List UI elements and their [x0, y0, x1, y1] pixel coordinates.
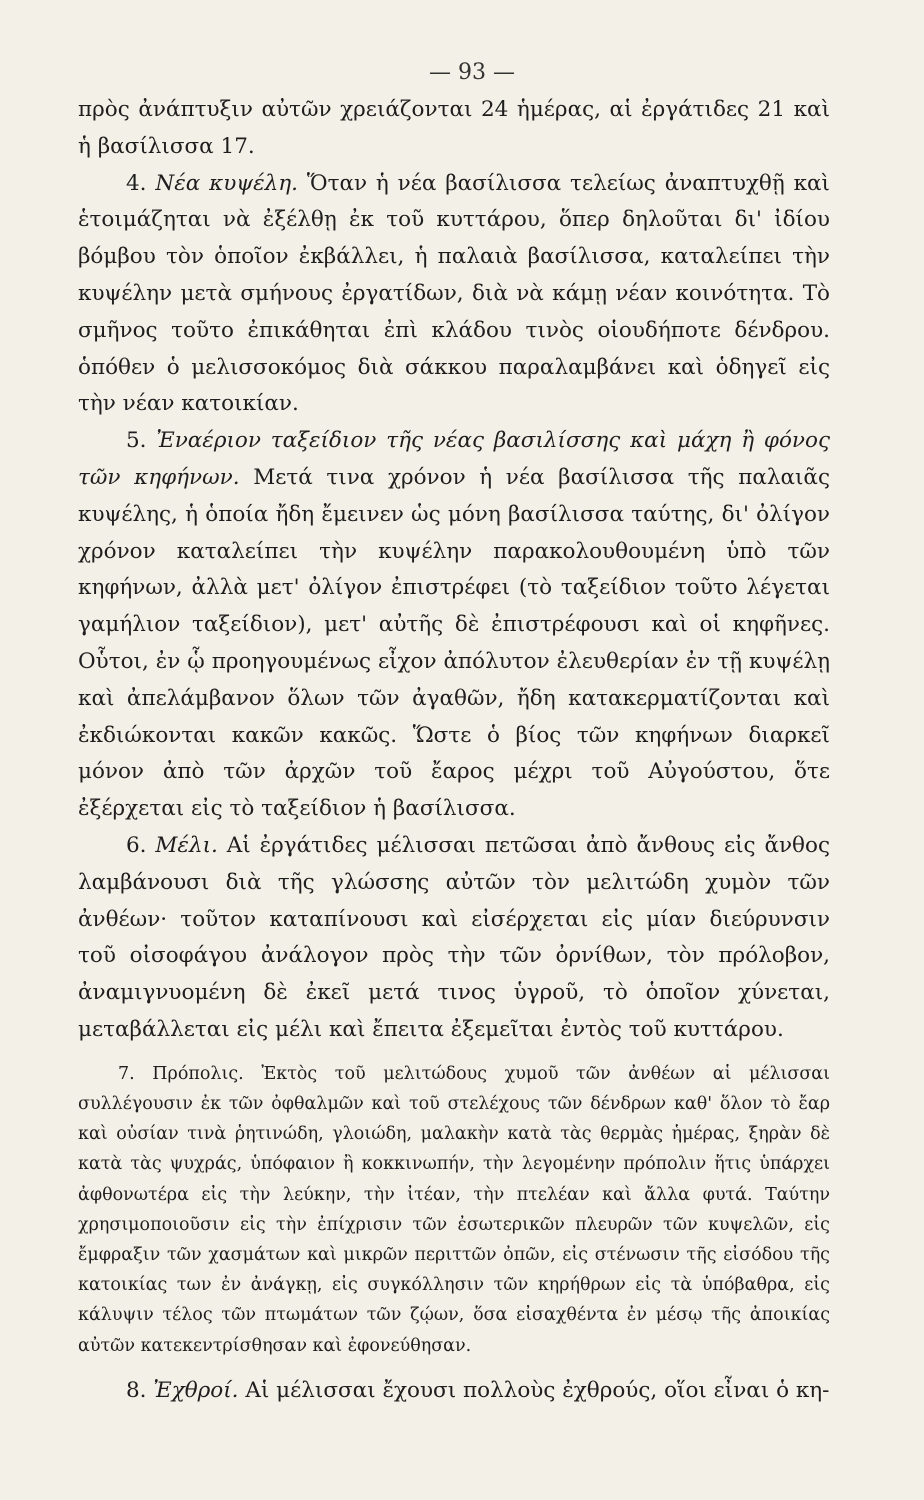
section-text: Αἱ ἐργάτιδες μέλισσαι πετῶσαι ἀπὸ ἄνθους εἰς ἄνθος λαμβάνουσι διὰ τῆς γλώσσης αὐτῶν τὸν μελιτώδη χυμὸν τῶν ἀνθέων· τοῦτον καταπίνουσι καὶ εἰσέρχεται εἰς μίαν διεύρυνσιν τοῦ οἰσοφάγου ἀνάλογον πρὸς τὴν τῶν ὀρνίθων, τὸν πρόλοβον, ἀναμιγνυομένη δὲ ἐκεῖ μετά τινος ὑγροῦ, τὸ ὁποῖον χύνεται, μεταβάλλεται εἰς μέλι καὶ ἔπειτα ἐξεμεῖται ἐντὸς τοῦ κυττάρου.: [78, 832, 830, 1042]
section-number: 6.: [126, 832, 147, 858]
small-print-block: [78, 1059, 830, 1361]
section-text: Αἱ μέλισσαι ἔχουσι πολλοὺς ἐχθρούς, οἵοι εἶναι ὁ κη-: [245, 1377, 830, 1403]
section-heading: Νέα κυψέλη.: [155, 170, 298, 196]
section-heading: Ἐναέριον ταξείδιον τῆς νέας βασιλίσσης καὶ μάχη ἢ φόνος τῶν κηφήνων.: [78, 428, 830, 490]
section-text: Ὅταν ἡ νέα βασίλισσα τελείως ἀναπτυχθῇ καὶ ἑτοιμάζηται νὰ ἐξέλθῃ ἐκ τοῦ κυττάρου, ὅπερ δηλοῦται δι' ἰδίου βόμβου τὸν ὁποῖον ἐκβάλλει, ἡ παλαιὰ βασίλισσα, καταλείπει τὴν κυψέλην μετὰ σμήνους ἐργατίδων, διὰ νὰ κάμῃ νέαν κοινότητα. Τὸ σμῆνος τοῦτο ἐπικάθηται ἐπὶ κλάδου τινὸς οἱουδήποτε δένδρου. ὁπόθεν ὁ μελισσοκόμος διὰ σάκκου παραλαμβάνει καὶ ὁδηγεῖ εἰς τὴν νέαν κατοικίαν.: [78, 170, 830, 417]
section-number: 7.: [118, 1063, 135, 1084]
page-number: — 93 —: [429, 60, 515, 85]
section-heading: Πρόπολις.: [152, 1063, 244, 1084]
section-heading: Μέλι.: [155, 832, 218, 858]
section-text: Ἐκτὸς τοῦ μελιτώδους χυμοῦ τῶν ἀνθέων αἱ μέλισσαι συλλέγουσιν ἐκ τῶν ὀφθαλμῶν καὶ τοῦ στελέχους τῶν δένδρων καθ' ὅλον τὸ ἔαρ καὶ οὐσίαν τινὰ ῥητινώδη, γλοιώδη, μαλακὴν κατὰ τὰς θερμὰς ἡμέρας, ξηρὰν δὲ κατὰ τὰς ψυχράς, ὑπόφαιον ἢ κοκκινωπήν, τὴν λεγομένην πρόπολιν ἥτις ὑπάρχει ἀφθονωτέρα εἰς τὴν λεύκην, τὴν ἰτέαν, τὴν πτελέαν καὶ ἄλλα φυτά. Ταύτην χρησιμοποιοῦσιν εἰς τὴν ἐπίχρισιν τῶν ἐσωτερικῶν πλευρῶν τῶν κυψελῶν, εἰς ἔμφραξιν τῶν χασμάτων καὶ μικρῶν περιττῶν ὀπῶν, εἰς στένωσιν τῆς εἰσόδου τῆς κατοικίας των ἐν ἀνάγκῃ, εἰς συγκόλλησιν τῶν κηρήθρων εἰς τὰ ὑπόβαθρα, εἰς κάλυψιν τέλος τῶν πτωμάτων τῶν ζῴων, ὅσα εἰσαχθέντα ἐν μέσῳ τῆς ἀποικίας αὐτῶν κατεκεντρίσθησαν καὶ ἐφονεύθησαν.: [78, 1063, 830, 1356]
opening-paragraph: πρὸς ἀνάπτυξιν αὐτῶν χρειάζονται 24 ἡμέρας, αἱ ἐργάτιδες 21 καὶ ἡ βασίλισσα 17.: [78, 97, 830, 159]
section-number: 4.: [126, 170, 147, 196]
section-text: Μετά τινα χρόνον ἡ νέα βασίλισσα τῆς παλαιᾶς κυψέλης, ἡ ὁποία ἤδη ἔμεινεν ὡς μόνη βασίλισσα ταύτης, δι' ὀλίγον χρόνον καταλείπει τὴν κυψέλην παρακολουθουμένη ὑπὸ τῶν κηφήνων, ἀλλὰ μετ' ὀλίγον ἐπιστρέφει (τὸ ταξείδιον τοῦτο λέγεται γαμήλιον ταξείδιον), μετ' αὐτῆς δὲ ἐπιστρέφουσι καὶ οἱ κηφῆνες. Οὗτοι, ἐν ᾧ προηγουμένως εἶχον ἀπόλυτον ἐλευθερίαν ἐν τῇ κυψέλῃ καὶ ἀπελάμβανον ὅλων τῶν ἀγαθῶν, ἤδη κατακερματίζονται καὶ ἐκδιώκονται κακῶν κακῶς. Ὥστε ὁ βίος τῶν κηφήνων διαρκεῖ μόνον ἀπὸ τῶν ἀρχῶν τοῦ ἔαρος μέχρι τοῦ Αὐγούστου, ὅτε ἐξέρχεται εἰς τὸ ταξείδιον ἡ βασίλισσα.: [78, 464, 830, 822]
main-text: [78, 92, 830, 1410]
section-number: 5.: [126, 428, 147, 454]
section-number: 8.: [126, 1377, 147, 1403]
section-6-paragraph: [78, 828, 830, 1049]
section-8-paragraph: [78, 1373, 830, 1410]
section-heading: Ἐχθροί.: [153, 1377, 239, 1403]
section-4-paragraph: [78, 166, 830, 424]
section-7-paragraph: [78, 1059, 830, 1361]
section-5-paragraph: [78, 423, 830, 828]
